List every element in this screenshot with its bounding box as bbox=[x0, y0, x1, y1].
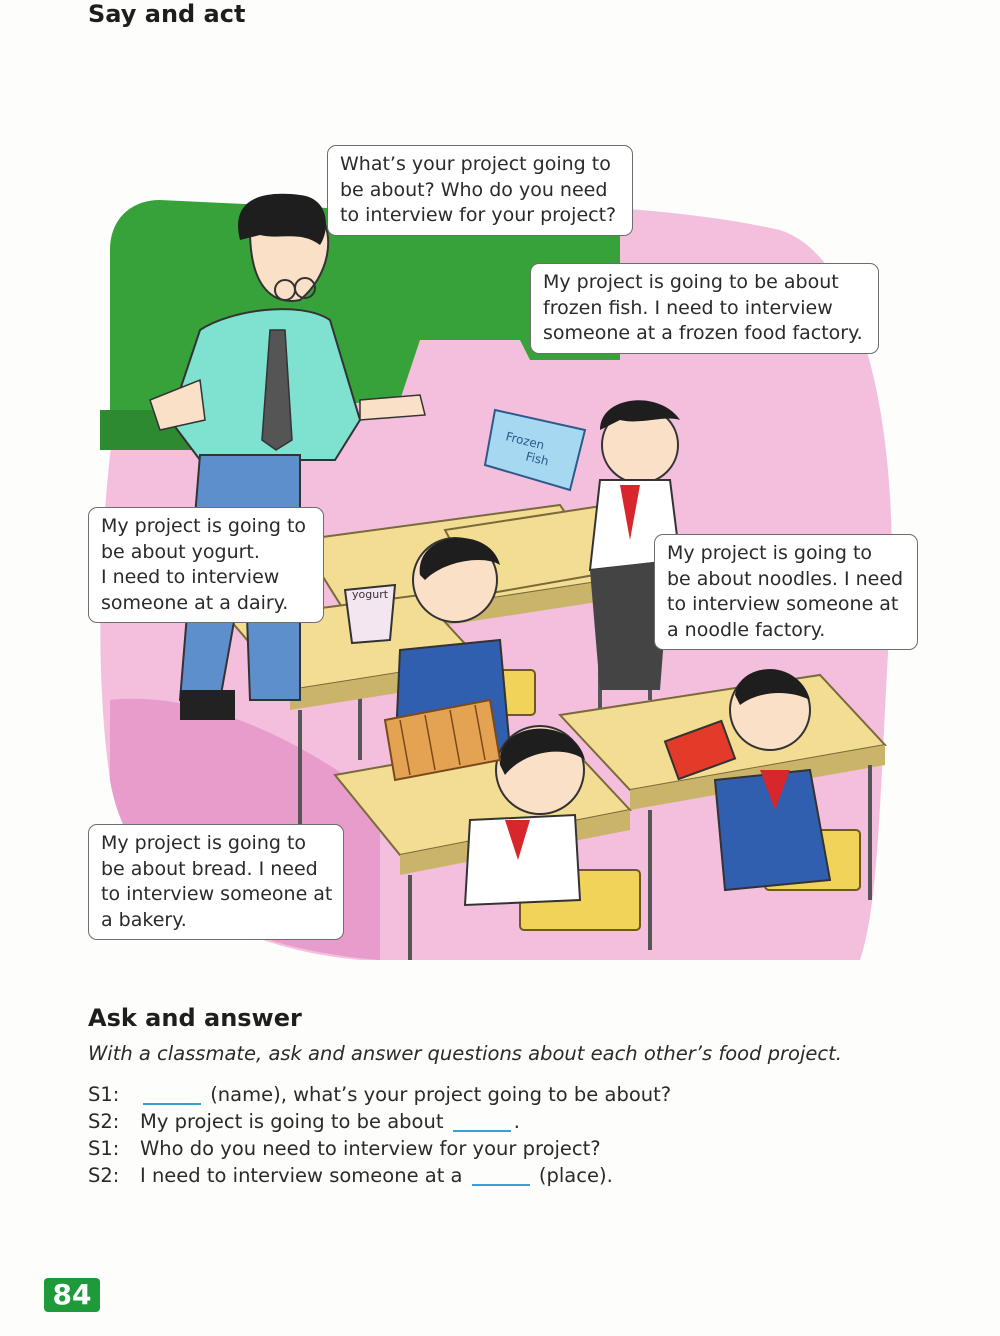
line-text-before: My project is going to be about bbox=[140, 1110, 450, 1133]
bubble-line: My project is going to bbox=[667, 542, 873, 564]
speaker-label: S2: bbox=[88, 1110, 120, 1133]
line-text-after: (name), what’s your project going to be about? bbox=[204, 1083, 672, 1106]
dialogue-line-3 bbox=[88, 1137, 908, 1160]
bubble-line: be about yogurt. bbox=[101, 540, 260, 563]
bubble-line: to interview someone at bbox=[667, 593, 899, 615]
dialogue-line-1 bbox=[88, 1083, 908, 1106]
speech-bubble-yogurt bbox=[88, 507, 324, 623]
speech-bubble-noodles bbox=[654, 534, 918, 650]
frozen-fish-label-1: Frozen bbox=[504, 429, 546, 453]
bubble-line: someone at a frozen food factory. bbox=[543, 322, 863, 344]
line-text-before: I need to interview someone at a bbox=[140, 1164, 469, 1187]
answer-blank[interactable] bbox=[472, 1184, 530, 1186]
bubble-line: I need to interview bbox=[101, 566, 280, 588]
speech-bubble-teacher bbox=[327, 145, 633, 236]
bubble-line: be about bread. I need bbox=[101, 857, 318, 880]
line-text-after: (place). bbox=[532, 1164, 613, 1187]
bubble-line: a bakery. bbox=[101, 908, 187, 931]
dialogue-line-2 bbox=[88, 1110, 908, 1133]
ask-and-answer-heading: Ask and answer bbox=[88, 1004, 302, 1032]
say-and-act-heading: Say and act bbox=[88, 0, 246, 28]
bubble-line: to interview for your project? bbox=[340, 204, 617, 226]
bubble-line: My project is going to bbox=[101, 832, 307, 854]
bubble-line: someone at a dairy. bbox=[101, 591, 289, 614]
speaker-label: S1: bbox=[88, 1137, 120, 1160]
speech-bubble-bread bbox=[88, 824, 344, 940]
answer-blank[interactable] bbox=[453, 1130, 511, 1132]
speech-bubble-frozen-fish bbox=[530, 263, 879, 354]
line-text: Who do you need to interview for your project? bbox=[140, 1137, 601, 1160]
bubble-line: My project is going to bbox=[101, 515, 307, 537]
answer-blank[interactable] bbox=[143, 1103, 201, 1105]
bubble-line: What’s your project going to bbox=[340, 153, 611, 175]
page-number: 84 bbox=[44, 1278, 100, 1312]
yogurt-cup bbox=[345, 585, 395, 643]
bubble-line: be about? Who do you need bbox=[340, 178, 608, 201]
bubble-line: a noodle factory. bbox=[667, 618, 826, 641]
dialogue-line-4 bbox=[88, 1164, 908, 1187]
bubble-line: My project is going to be about bbox=[543, 271, 839, 293]
speaker-label: S1: bbox=[88, 1083, 120, 1106]
bubble-line: be about noodles. I need bbox=[667, 567, 904, 590]
bubble-line: frozen fish. I need to interview bbox=[543, 296, 833, 319]
yogurt-cup-label: yogurt bbox=[352, 588, 389, 601]
speaker-label: S2: bbox=[88, 1164, 120, 1187]
frozen-fish-label-2: Fish bbox=[524, 449, 551, 469]
instruction-text: With a classmate, ask and answer questions about each other’s food project. bbox=[88, 1042, 842, 1065]
line-text-after: . bbox=[513, 1110, 520, 1133]
bubble-line: to interview someone at bbox=[101, 883, 333, 905]
